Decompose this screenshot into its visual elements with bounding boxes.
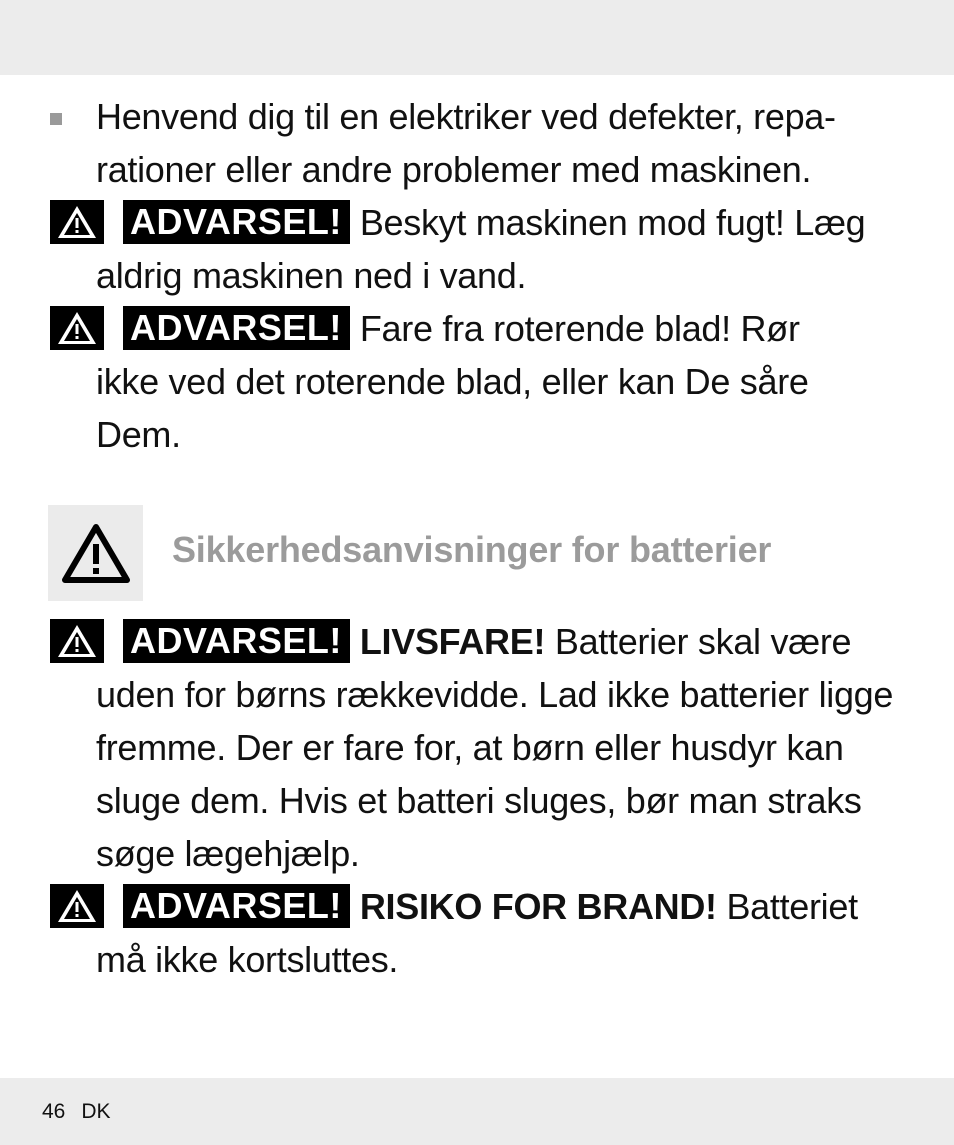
page-content <box>48 90 918 986</box>
warning-item: ADVARSEL! LIVSFARE! Batterier skal være uden for børns rækkevidde. Lad ikke batterier ligge fremme. Der er fare for, at børn eller husdyr kan sluge dem. Hvis et batteri sluges, bør man straks søge lægehjælp. <box>48 615 918 880</box>
footer-band <box>0 1078 954 1145</box>
page-footer <box>42 1100 111 1124</box>
warning-triangle-icon <box>61 522 131 584</box>
warning-text: Beskyt maskinen mod fugt! Læg <box>359 202 866 243</box>
section-icon-box <box>48 505 143 601</box>
warning-triangle-icon <box>50 306 104 350</box>
warning-item: ADVARSEL! RISIKO FOR BRAND! Batteriet må ikke kortsluttes. <box>48 880 918 986</box>
warning-triangle-icon <box>50 200 104 244</box>
language-code: DK <box>81 1100 111 1123</box>
warning-triangle-icon <box>50 619 104 663</box>
warning-item: ADVARSEL! Fare fra roterende blad! Rør ikke ved det roterende blad, eller kan De såre Dem. <box>48 302 918 461</box>
warning-strong: RISIKO FOR BRAND! <box>359 886 717 927</box>
warning-triangle-icon <box>50 884 104 928</box>
warning-label: ADVARSEL! <box>123 306 350 350</box>
warning-strong: LIVSFARE! <box>359 621 546 662</box>
bullet-item: Henvend dig til en elektriker ved defekter, repa- rationer eller andre problemer med maskinen. <box>48 90 918 196</box>
warning-label: ADVARSEL! <box>123 200 350 244</box>
section-heading <box>48 505 918 601</box>
warning-label: ADVARSEL! <box>123 884 350 928</box>
page-number: 46 <box>42 1100 66 1123</box>
warning-label: ADVARSEL! <box>123 619 350 663</box>
bullet-square-icon <box>50 113 62 125</box>
header-band <box>0 0 954 75</box>
warning-item: ADVARSEL! Beskyt maskinen mod fugt! Læg aldrig maskinen ned i vand. <box>48 196 918 302</box>
section-title: Sikkerhedsanvisninger for batterier <box>172 529 772 570</box>
